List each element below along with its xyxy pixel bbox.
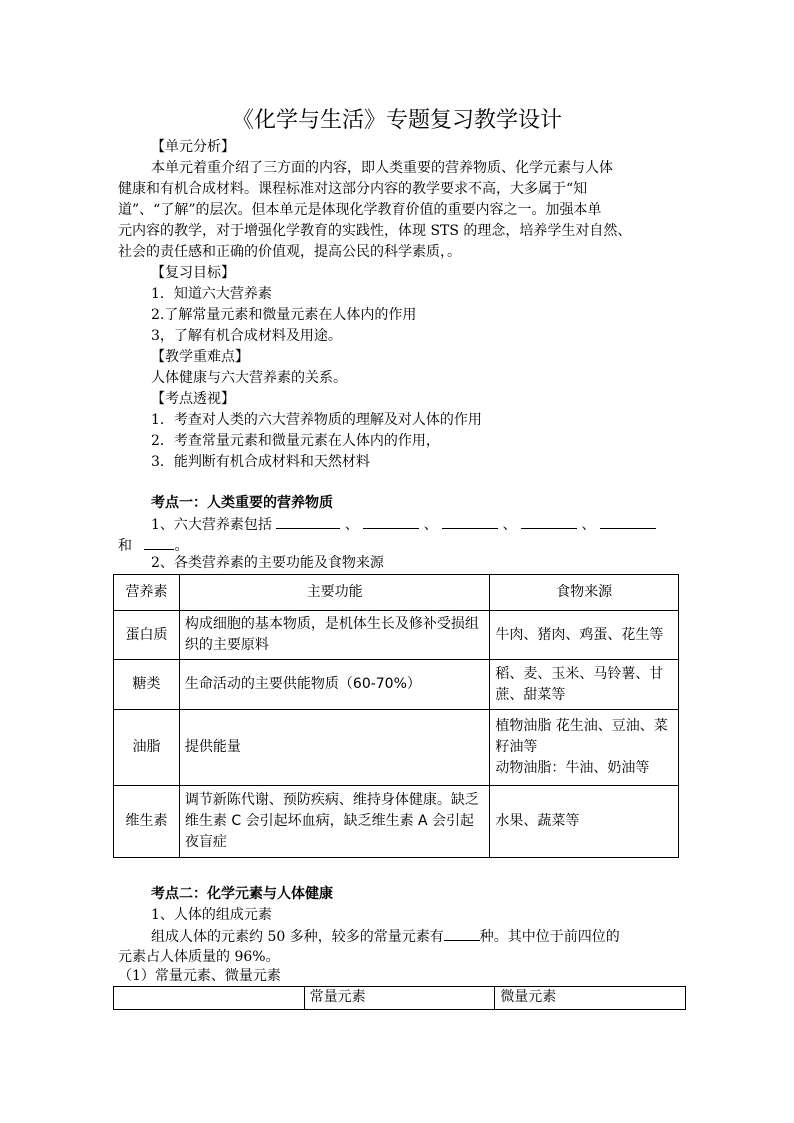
nutrient-source: 水果、蔬菜等 bbox=[490, 786, 679, 858]
answer-blank[interactable] bbox=[276, 514, 340, 529]
nutrient-function: 生命活动的主要供能物质（60-70%） bbox=[179, 660, 489, 710]
table-row bbox=[114, 786, 679, 858]
table-header-cell: 微量元素 bbox=[495, 987, 686, 1010]
nutrient-source: 稻、麦、玉米、马铃薯、甘蔗、甜菜等 bbox=[490, 660, 679, 710]
nutrient-name: 蛋白质 bbox=[114, 611, 180, 660]
nutrient-source: 植物油脂 花生油、豆油、菜籽油等 bbox=[495, 718, 668, 755]
nutrient-source-cell bbox=[490, 710, 679, 786]
table-header-cell: 营养素 bbox=[114, 575, 180, 611]
question-2: 2、各类营养素的主要功能及食物来源 bbox=[151, 555, 384, 571]
table-row bbox=[114, 660, 679, 710]
para-text: 组成人体的元素约 50 多种，较多的常量元素有 bbox=[151, 929, 444, 945]
unit-analysis-heading: 【单元分析】 bbox=[151, 139, 235, 155]
q1-separator: 、 bbox=[581, 517, 596, 533]
table-header-cell: 食物来源 bbox=[490, 575, 679, 611]
exam-view-heading: 【考点透视】 bbox=[151, 391, 235, 407]
answer-blank[interactable] bbox=[444, 926, 480, 941]
section2-heading: 考点二：化学元素与人体健康 bbox=[151, 886, 333, 902]
answer-blank[interactable] bbox=[144, 535, 174, 550]
page-title: 《化学与生活》专题复习教学设计 bbox=[231, 108, 562, 133]
unit-analysis-line: 本单元着重介绍了三方面的内容，即人类重要的营养物质、化学元素与人体 bbox=[151, 160, 613, 176]
nutrient-function: 提供能量 bbox=[179, 710, 489, 786]
exam-view-item: 1．考查对人类的六大营养物质的理解及对人体的作用 bbox=[151, 412, 482, 428]
table-header-cell: 主要功能 bbox=[179, 575, 489, 611]
table-header-row bbox=[114, 575, 679, 611]
table-header-cell: 常量元素 bbox=[304, 987, 495, 1010]
review-goal-item: 2.了解常量元素和微量元素在人体内的作用 bbox=[151, 307, 417, 323]
table-row bbox=[114, 710, 679, 786]
para-text: 种。其中位于前四位的 bbox=[479, 929, 620, 945]
section2-paragraph-cont: 元素占人体质量的 96%。 bbox=[118, 949, 280, 965]
nutrient-table bbox=[113, 574, 679, 858]
answer-blank[interactable] bbox=[521, 514, 577, 529]
q1-and: 和 bbox=[118, 538, 132, 554]
q1-separator: 、 bbox=[423, 517, 438, 533]
q1-end: 。 bbox=[174, 538, 189, 554]
section1-heading: 考点一：人类重要的营养物质 bbox=[151, 495, 333, 511]
element-table bbox=[113, 986, 686, 1010]
answer-blank[interactable] bbox=[442, 514, 498, 529]
nutrient-function: 构成细胞的基本物质，是机体生长及修补受损组织的主要原料 bbox=[179, 611, 489, 660]
key-points-text: 人体健康与六大营养素的关系。 bbox=[151, 370, 347, 386]
table-header-row bbox=[114, 987, 686, 1010]
section2-sub2: （1）常量元素、微量元素 bbox=[118, 968, 281, 984]
answer-blank[interactable] bbox=[363, 514, 419, 529]
table-header-cell bbox=[114, 987, 305, 1010]
nutrient-name: 维生素 bbox=[114, 786, 180, 858]
nutrient-source: 动物油脂：牛油、奶油等 bbox=[495, 760, 650, 776]
answer-blank[interactable] bbox=[600, 514, 656, 529]
exam-view-item: 3．能判断有机合成材料和天然材料 bbox=[151, 454, 370, 470]
nutrient-function: 调节新陈代谢、预防疾病、维持身体健康。缺乏维生素 C 会引起坏血病，缺乏维生素 A 会引起夜盲症 bbox=[179, 786, 489, 858]
table-row bbox=[114, 611, 679, 660]
unit-analysis-line: 道”、“了解”的层次。但本单元是体现化学教育价值的重要内容之一。加强本单 bbox=[118, 202, 602, 218]
fill-in-question-1 bbox=[151, 514, 656, 536]
nutrient-source: 牛肉、猪肉、鸡蛋、花生等 bbox=[490, 611, 679, 660]
review-goals-heading: 【复习目标】 bbox=[151, 265, 235, 281]
review-goal-item: 3，了解有机合成材料及用途。 bbox=[151, 328, 342, 344]
nutrient-name: 糖类 bbox=[114, 660, 180, 710]
unit-analysis-line: 健康和有机合成材料。课程标准对这部分内容的教学要求不高，大多属于“知 bbox=[118, 181, 588, 197]
q1-prefix: 1、六大营养素包括 bbox=[151, 517, 272, 533]
q1-separator: 、 bbox=[344, 517, 359, 533]
review-goal-item: 1．知道六大营养素 bbox=[151, 286, 272, 302]
q1-separator: 、 bbox=[502, 517, 517, 533]
nutrient-name: 油脂 bbox=[114, 710, 180, 786]
exam-view-item: 2．考查常量元素和微量元素在人体内的作用， bbox=[151, 433, 440, 449]
section2-sub1: 1、人体的组成元素 bbox=[151, 907, 272, 923]
key-points-heading: 【教学重难点】 bbox=[151, 349, 249, 365]
unit-analysis-line: 元内容的教学，对于增强化学教育的实践性，体现 STS 的理念，培养学生对自然、 bbox=[118, 223, 632, 239]
unit-analysis-line: 社会的责任感和正确的价值观，提高公民的科学素质，。 bbox=[118, 244, 461, 260]
section2-paragraph bbox=[151, 926, 620, 948]
